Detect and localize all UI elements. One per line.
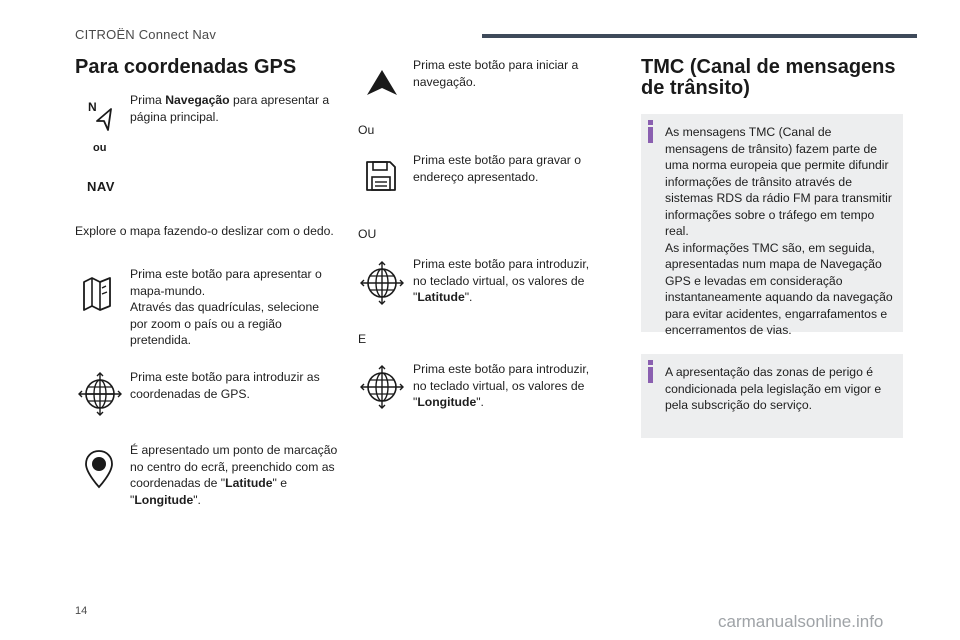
gps-coordinates-text: Prima este botão para introduzir as coordenadas de GPS. [130, 370, 320, 401]
page-number: 14 [75, 605, 88, 617]
text-fragment: Prima este botão para introduzir, no teclado virtual, os valores de " [413, 257, 590, 304]
text-bold-longitude: Longitude [417, 395, 477, 409]
globe-crosshair-icon[interactable] [78, 372, 122, 416]
navigation-north-icon [86, 99, 116, 133]
globe-crosshair-icon[interactable] [360, 365, 404, 409]
explore-map-text: Explore o mapa fazendo-o deslizar com o dedo. [75, 224, 334, 238]
save-address-text: Prima este botão para gravar o endereço apresentado. [413, 153, 582, 184]
globe-crosshair-icon[interactable] [360, 261, 404, 305]
svg-text:N: N [88, 100, 97, 114]
or-label: ou [93, 142, 107, 154]
text-bold-latitude: Latitude [225, 476, 273, 490]
text-fragment: Prima este botão para introduzir, no teclado virtual, os valores de " [413, 362, 590, 409]
world-map-text [130, 266, 335, 349]
and-label: E [358, 332, 367, 346]
step-navigation-text [130, 92, 330, 125]
text-bold-navegacao: Navegação [165, 93, 230, 107]
section-title-tmc: TMC (Canal de mensagens de trânsito) [641, 56, 896, 99]
text-fragment: ". [193, 492, 201, 507]
text-fragment: Prima [130, 93, 166, 107]
tmc-paragraph-1: As mensagens TMC (Canal de mensagens de trânsito) fazem parte de uma norma europeia que permite difundir informações de trânsito através de sistemas RDS da rádio FM para transmitir informações sobre o tráfego em tempo real. [665, 125, 892, 238]
or-label-2: OU [358, 227, 377, 241]
longitude-input-text [413, 361, 593, 411]
header-bar [482, 34, 917, 38]
navigation-arrow-icon[interactable] [365, 68, 399, 98]
text-fragment: para apresentar a página principal. [130, 93, 330, 124]
start-navigation-text: Prima este botão para iniciar a navegação. [413, 58, 579, 89]
info-marker-dot [648, 120, 653, 125]
info-box-danger-zones [641, 354, 903, 438]
world-map-line2: Através das quadrículas, selecione por zoom o país ou a região pretendida. [130, 300, 320, 347]
section-title-gps: Para coordenadas GPS [75, 56, 297, 78]
header-title: CITROËN Connect Nav [75, 27, 217, 42]
text-fragment: É apresentado um ponto de marcação no centro do ecrã, preenchido com as coordenadas de " [130, 443, 338, 490]
latitude-input-text [413, 256, 593, 306]
watermark: carmanualsonline.info [718, 612, 884, 631]
map-pin-icon [84, 449, 114, 489]
text-bold-latitude: Latitude [417, 290, 465, 304]
text-bold-longitude: Longitude [134, 492, 194, 507]
info-box-tmc [641, 114, 903, 337]
world-map-icon[interactable] [80, 272, 118, 312]
marker-text [130, 442, 340, 508]
text-fragment: ". [464, 290, 473, 304]
text-fragment: ". [476, 395, 484, 409]
danger-zones-text: A apresentação das zonas de perigo é condicionada pela legislação em vigor e pela subscrição do serviço. [665, 365, 882, 412]
world-map-line1: Prima este botão para apresentar o mapa-mundo. [130, 267, 322, 298]
or-label-1: Ou [358, 123, 375, 137]
info-marker-bar [648, 127, 653, 143]
info-marker-bar [648, 367, 653, 383]
nav-label: NAV [87, 179, 115, 194]
tmc-paragraph-2: As informações TMC são, em seguida, apresentadas num mapa de Navegação GPS e levadas em consideração instantaneamente aquando da navegação para evitar acidentes, engarrafamentos e encerramentos de vias. [665, 240, 893, 337]
info-marker-dot [648, 360, 653, 365]
save-icon[interactable] [364, 159, 398, 193]
text-fragment: " e " [130, 476, 288, 507]
